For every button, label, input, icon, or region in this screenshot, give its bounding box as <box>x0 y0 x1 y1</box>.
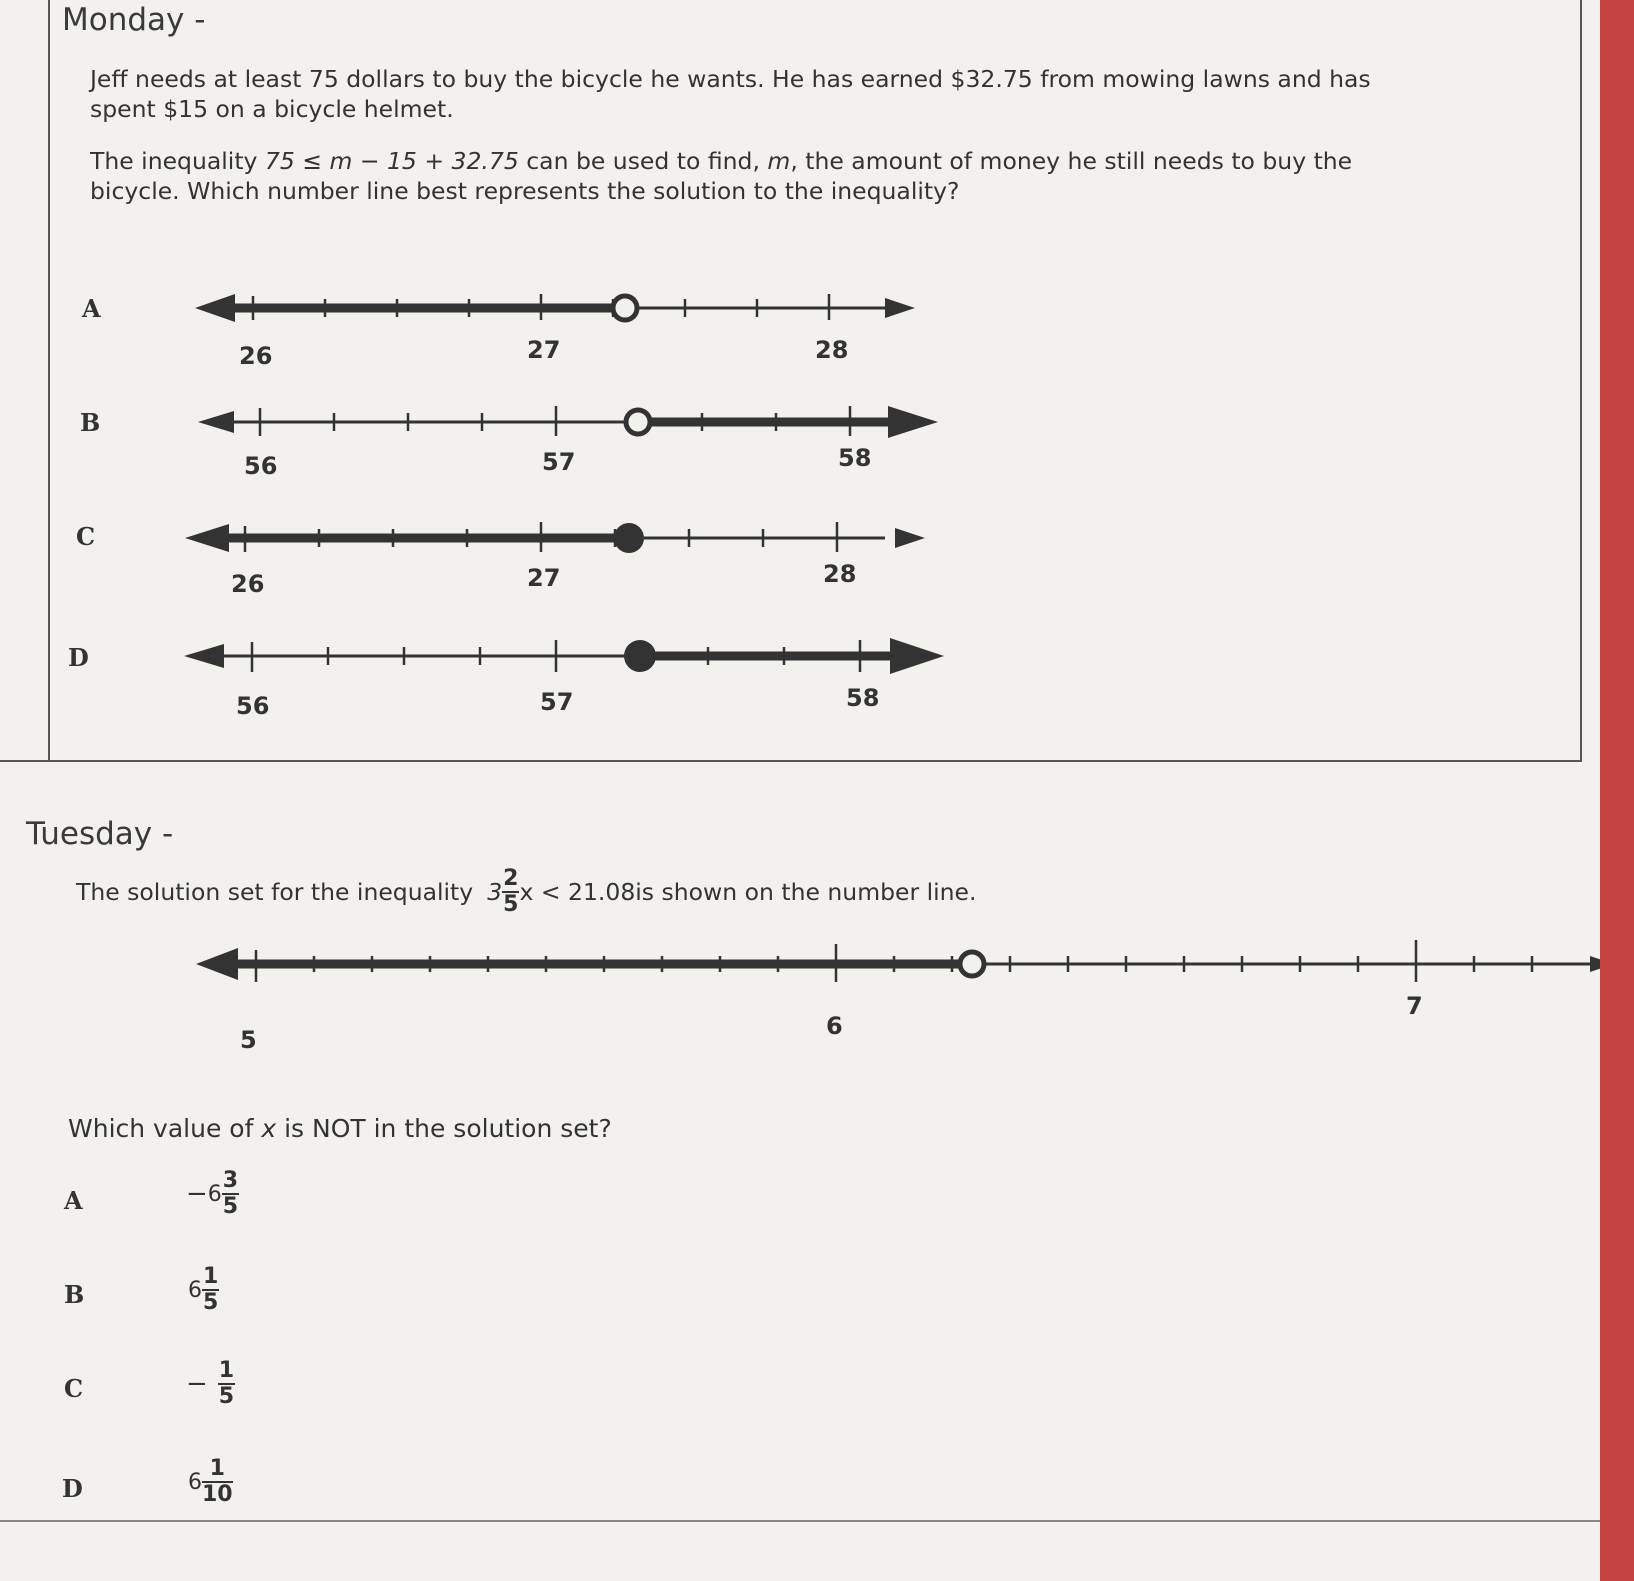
option-b-letter[interactable]: B <box>80 408 101 437</box>
left-arrow <box>184 644 224 668</box>
red-background-edge <box>1600 0 1634 1581</box>
option-a-letter[interactable]: A <box>82 294 101 323</box>
monday-question-line1 <box>90 146 1352 176</box>
answer-a-fraction <box>222 1170 239 1218</box>
answer-c-numerator: 1 <box>218 1358 235 1383</box>
answer-d-fraction <box>202 1458 233 1506</box>
answer-d-numerator: 1 <box>202 1458 233 1483</box>
monday-problem-line1: Jeff needs at least 75 dollars to buy the bicycle he wants. He has earned $32.75 from mowing lawns and has <box>90 65 1371 93</box>
tick-label-56: 56 <box>244 452 278 480</box>
tick-label-56: 56 <box>236 692 270 720</box>
answer-b-whole: 6 <box>188 1277 202 1303</box>
answer-b-value[interactable] <box>188 1266 219 1314</box>
tick-label-57: 57 <box>540 688 574 716</box>
statement-post-text: is shown on the number line. <box>635 878 977 906</box>
tuesday-title: Tuesday - <box>26 816 174 852</box>
tick-label-27: 27 <box>527 564 561 592</box>
answer-d-denominator: 10 <box>202 1482 233 1507</box>
answer-a-value[interactable] <box>186 1170 239 1218</box>
tick-label-58: 58 <box>838 444 872 472</box>
monday-problem-line2: spent $15 on a bicycle helmet. <box>90 95 454 123</box>
left-arrow <box>196 948 238 980</box>
right-arrow <box>895 528 925 548</box>
left-arrow <box>185 524 229 552</box>
option-d-letter[interactable]: D <box>68 643 89 672</box>
tick-label-6: 6 <box>826 1012 843 1040</box>
monday-title: Monday - <box>62 2 206 38</box>
option-a-number-line[interactable] <box>195 282 915 372</box>
coef-numerator: 2 <box>503 866 519 891</box>
tick-label-5: 5 <box>240 1026 257 1054</box>
tuesday-statement <box>76 868 976 916</box>
page-bottom-rule <box>0 1520 1600 1522</box>
question-pre-text: The inequality <box>90 147 265 175</box>
tick-label-28: 28 <box>823 560 857 588</box>
coef-whole: 3 <box>487 878 503 906</box>
closed-point <box>614 523 644 553</box>
answer-b-numerator: 1 <box>203 1264 219 1289</box>
tick-label-28: 28 <box>815 336 849 364</box>
question-post: is NOT in the solution set? <box>276 1114 612 1143</box>
tuesday-question <box>68 1114 612 1144</box>
answer-b-denominator: 5 <box>203 1290 219 1315</box>
question-pre: Which value of <box>68 1114 262 1143</box>
answer-d-letter[interactable]: D <box>62 1474 83 1503</box>
tick-label-58: 58 <box>846 684 880 712</box>
tuesday-number-line[interactable] <box>196 934 1616 1054</box>
answer-a-letter[interactable]: A <box>64 1186 83 1215</box>
option-c-letter[interactable]: C <box>76 522 96 551</box>
monday-inequality: 75 ≤ m − 15 + 32.75 <box>264 147 519 175</box>
answer-a-sign: − <box>186 1179 208 1209</box>
answer-c-denominator: 5 <box>218 1384 235 1409</box>
monday-question-line2: bicycle. Which number line best represents the solution to the inequality? <box>90 177 960 205</box>
variable-m: m <box>767 147 791 175</box>
answer-d-whole: 6 <box>188 1469 202 1495</box>
statement-inequality: x < 21.08 <box>519 878 636 906</box>
option-d-number-line[interactable] <box>184 630 944 720</box>
answer-b-letter[interactable]: B <box>64 1280 85 1309</box>
question-variable-x: x <box>261 1114 277 1143</box>
left-arrow <box>195 294 235 322</box>
right-arrow <box>888 406 938 438</box>
answer-c-value[interactable] <box>186 1360 235 1408</box>
answer-a-numerator: 3 <box>222 1168 239 1193</box>
statement-pre-text: The solution set for the inequality <box>76 878 474 906</box>
tick-label-26: 26 <box>239 342 273 370</box>
option-c-number-line[interactable] <box>185 514 925 604</box>
open-point <box>613 296 637 320</box>
closed-point <box>624 640 656 672</box>
coef-fraction <box>502 868 519 916</box>
answer-b-fraction <box>202 1266 219 1314</box>
option-b-number-line[interactable] <box>198 396 938 486</box>
tick-label-27: 27 <box>527 336 561 364</box>
answer-d-value[interactable] <box>188 1458 233 1506</box>
question-post-text: can be used to find, <box>518 147 768 175</box>
left-arrow <box>198 411 234 433</box>
answer-c-sign: − <box>186 1369 208 1399</box>
right-arrow <box>885 298 915 318</box>
answer-c-letter[interactable]: C <box>64 1374 84 1403</box>
answer-c-fraction <box>218 1360 235 1408</box>
tick-label-26: 26 <box>231 570 265 598</box>
right-arrow <box>890 638 944 674</box>
coef-denominator: 5 <box>503 892 519 917</box>
answer-a-denominator: 5 <box>222 1194 239 1219</box>
open-point <box>960 952 984 976</box>
open-point <box>626 410 650 434</box>
tick-label-57: 57 <box>542 448 576 476</box>
tick-label-7: 7 <box>1406 992 1423 1020</box>
question-post2-text: , the amount of money he still needs to buy the <box>790 147 1353 175</box>
answer-a-whole: 6 <box>207 1181 222 1207</box>
